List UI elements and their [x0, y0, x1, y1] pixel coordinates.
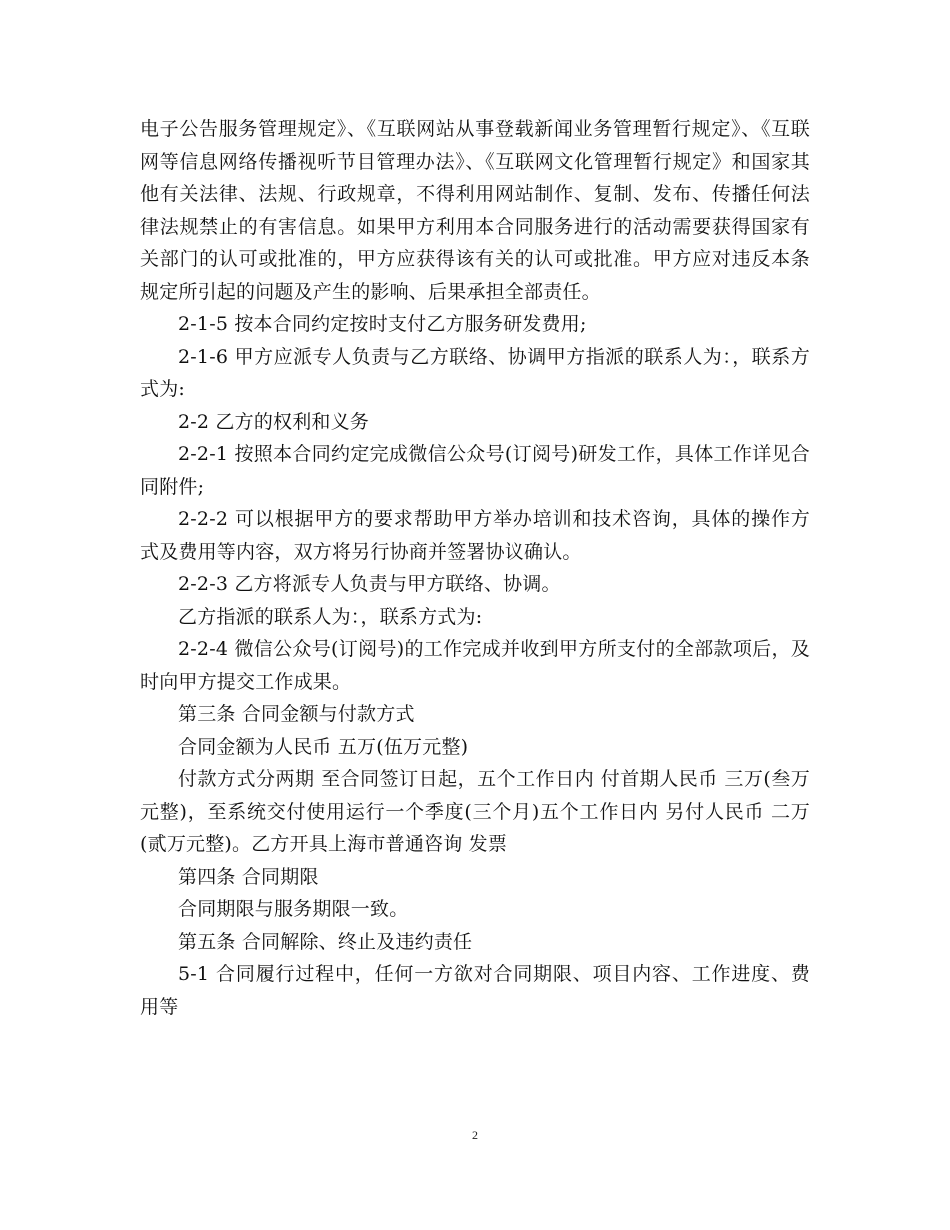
page-number: 2	[472, 1128, 478, 1142]
paragraph-2-2-4: 2-2-4 微信公众号(订阅号)的工作完成并收到甲方所支付的全部款项后，及时向甲方提交工作成果。	[140, 638, 810, 693]
heading-article-3: 第三条 合同金额与付款方式	[178, 703, 415, 725]
paragraph-2-2-3: 2-2-3 乙方将派专人负责与甲方联络、协调。	[178, 573, 561, 595]
paragraph-payment-terms: 付款方式分两期 至合同签订日起，五个工作日内 付首期人民币 三万(叁万元整)，至系统交付使用运行一个季度(三个月)五个工作日内 另付人民币 二万(贰万元整)。乙方开具上海市普通咨询 发票	[140, 768, 810, 855]
paragraph-2-2-1: 2-2-1 按照本合同约定完成微信公众号(订阅号)研发工作，具体工作详见合同附件;	[140, 443, 810, 498]
page-body	[140, 113, 810, 1023]
paragraph-continuation: 电子公告服务管理规定》、《互联网站从事登载新闻业务管理暂行规定》、《互联网等信息网络传播视听节目管理办法》、《互联网文化管理暂行规定》和国家其他有关法律、法规、行政规章，不得利用网站制作、复制、发布、传播任何法律法规禁止的有害信息。如果甲方利用本合同服务进行的活动需要获得国家有关部门的认可或批准的，甲方应获得该有关的认可或批准。甲方应对违反本条规定所引起的问题及产生的影响、后果承担全部责任。	[140, 118, 810, 303]
paragraph-contact-b: 乙方指派的联系人为：，联系方式为:	[178, 605, 483, 628]
paragraph-contract-term: 合同期限与服务期限一致。	[178, 898, 409, 920]
paragraph-contract-amount: 合同金额为人民币 五万(伍万元整)	[178, 735, 469, 758]
heading-2-2: 2-2 乙方的权利和义务	[178, 410, 370, 433]
heading-article-5: 第五条 合同解除、终止及违约责任	[178, 930, 473, 953]
paragraph-5-1: 5-1 合同履行过程中，任何一方欲对合同期限、项目内容、工作进度、费用等	[140, 963, 810, 1018]
heading-article-4: 第四条 合同期限	[178, 865, 319, 888]
paragraph-2-1-5: 2-1-5 按本合同约定按时支付乙方服务研发费用;	[178, 313, 587, 335]
paragraph-2-1-6: 2-1-6 甲方应派专人负责与乙方联络、协调甲方指派的联系人为：，联系方式为:	[140, 345, 810, 400]
paragraph-2-2-2: 2-2-2 可以根据甲方的要求帮助甲方举办培训和技术咨询，具体的操作方式及费用等内容，双方将另行协商并签署协议确认。	[140, 508, 810, 563]
